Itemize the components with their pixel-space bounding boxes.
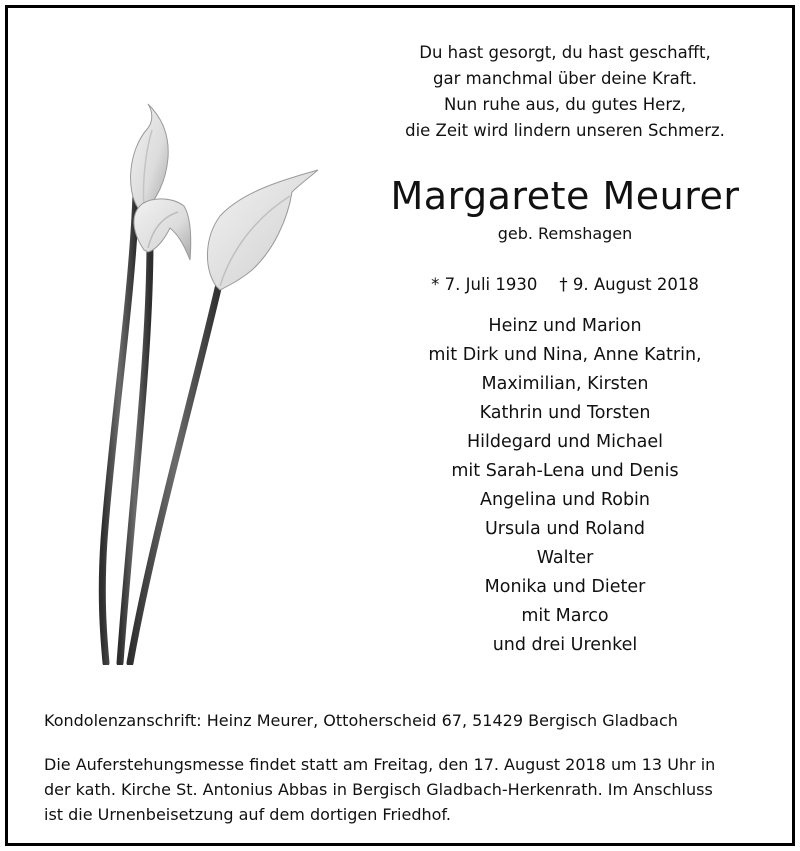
info-line: der kath. Kirche St. Antonius Abbas in Bergisch Gladbach-Herkenrath. Im Anschluss <box>44 780 713 799</box>
funeral-info <box>44 752 784 827</box>
condolence-address: Kondolenzanschrift: Heinz Meurer, Ottoherscheid 67, 51429 Bergisch Gladbach <box>44 711 678 730</box>
mourner-line: Hildegard und Michael <box>466 432 664 452</box>
mourners-list <box>365 312 765 660</box>
mourner-line: Kathrin und Torsten <box>479 403 651 423</box>
mourner-line: Walter <box>536 548 594 568</box>
info-line: ist die Urnenbeisetzung auf dem dortigen Friedhof. <box>44 805 451 824</box>
flower-bell <box>134 199 191 260</box>
stem-left <box>102 195 136 663</box>
death-date: † 9. August 2018 <box>559 275 699 294</box>
mourner-line: Angelina und Robin <box>479 490 651 510</box>
mourner-line: mit Dirk und Nina, Anne Katrin, <box>428 345 702 365</box>
flower-upright <box>131 104 169 212</box>
mourner-line: und drei Urenkel <box>492 635 638 655</box>
mourner-line: Monika und Dieter <box>484 577 646 597</box>
poem-line: Du hast gesorgt, du hast geschafft, <box>419 43 711 62</box>
birth-date: * 7. Juli 1930 <box>431 275 538 294</box>
poem-line: gar manchmal über deine Kraft. <box>433 69 697 88</box>
deceased-name: Margarete Meurer <box>390 174 740 218</box>
poem-line: Nun ruhe aus, du gutes Herz, <box>443 95 687 114</box>
birth-name: geb. Remshagen <box>497 224 633 243</box>
info-line: Die Auferstehungsmesse findet statt am Freitag, den 17. August 2018 um 13 Uhr in <box>44 755 716 774</box>
memorial-poem <box>365 40 765 144</box>
mourner-line: Maximilian, Kirsten <box>481 374 649 394</box>
calla-lily-illustration <box>92 100 332 665</box>
life-dates <box>365 272 765 298</box>
poem-line: die Zeit wird lindern unseren Schmerz. <box>405 121 725 140</box>
mourner-line: Ursula und Roland <box>484 519 646 539</box>
mourner-line: mit Sarah-Lena und Denis <box>451 461 679 481</box>
flower-side <box>207 170 318 290</box>
mourner-line: Heinz und Marion <box>488 316 642 336</box>
mourner-line: mit Marco <box>521 606 609 626</box>
